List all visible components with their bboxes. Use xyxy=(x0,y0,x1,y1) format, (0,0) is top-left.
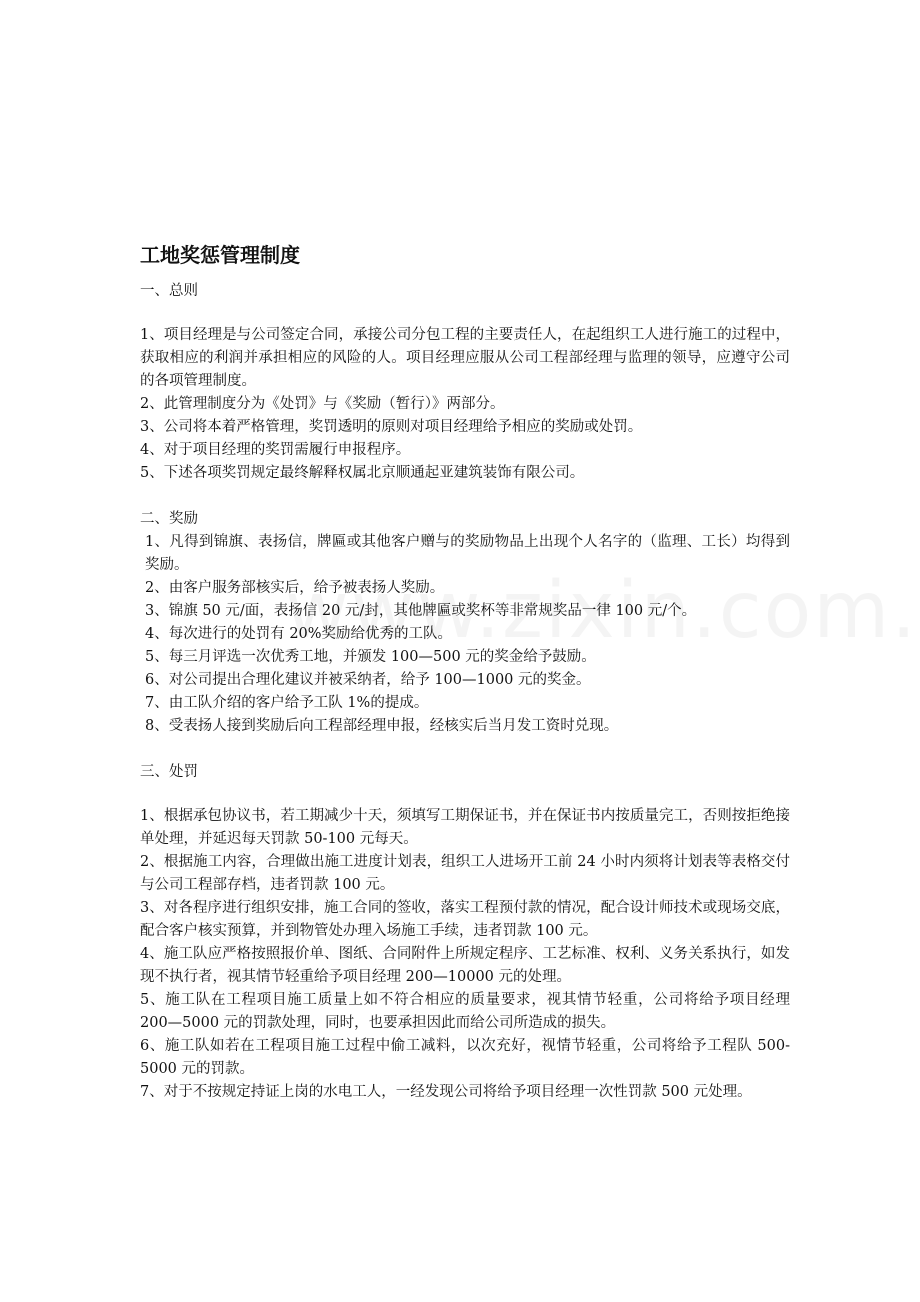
list-item: 2、根据施工内容，合理做出施工进度计划表，组织工人进场开工前 24 小时内须将计划表等表格交付与公司工程部存档，违者罚款 100 元。 xyxy=(140,854,790,893)
section-penalties xyxy=(140,761,790,1104)
list-item: 1、凡得到锦旗、表扬信，牌匾或其他客户赠与的奖励物品上出现个人名字的（监理、工长）均得到奖励。 xyxy=(145,534,790,573)
list-item: 6、对公司提出合理化建议并被采纳者，给予 100—1000 元的奖金。 xyxy=(145,672,591,688)
list-item: 3、公司将本着严格管理，奖罚透明的原则对项目经理给予相应的奖励或处罚。 xyxy=(140,419,643,435)
section-heading: 三、处罚 xyxy=(140,764,198,780)
section-rewards xyxy=(140,508,790,738)
section-general xyxy=(140,280,790,485)
list-item: 1、项目经理是与公司签定合同，承接公司分包工程的主要责任人，在起组织工人进行施工的过程中，获取相应的利润并承担相应的风险的人。项目经理应服从公司工程部经理与监理的领导，应遵守公司的各项管理制度。 xyxy=(140,327,790,389)
section-items xyxy=(140,805,790,1104)
list-item: 7、由工队介绍的客户给予工队 1%的提成。 xyxy=(145,695,429,711)
section-spacer xyxy=(140,738,790,761)
section-spacer xyxy=(140,485,790,508)
list-item: 4、施工队应严格按照报价单、图纸、合同附件上所规定程序、工艺标准、权利、义务关系执行，如发现不执行者，视其情节轻重给予项目经理 200—10000 元的处理。 xyxy=(140,946,790,985)
list-item: 5、施工队在工程项目施工质量上如不符合相应的质量要求，视其情节轻重，公司将给予项目经理 200—5000 元的罚款处理，同时，也要承担因此而给公司所造成的损失。 xyxy=(140,992,790,1031)
list-item: 2、由客户服务部核实后，给予被表扬人奖励。 xyxy=(145,580,445,596)
list-item: 5、下述各项奖罚规定最终解释权属北京顺通起亚建筑装饰有限公司。 xyxy=(140,465,585,481)
section-heading: 二、奖励 xyxy=(140,511,198,527)
list-item: 8、受表扬人接到奖励后向工程部经理申报，经核实后当月发工资时兑现。 xyxy=(145,718,619,734)
document-page xyxy=(140,240,790,1104)
list-item: 4、每次进行的处罚有 20%奖励给优秀的工队。 xyxy=(145,626,453,642)
section-items xyxy=(140,324,790,485)
document-title: 工地奖惩管理制度 xyxy=(140,243,300,267)
section-items xyxy=(140,531,790,738)
list-item: 2、此管理制度分为《处罚》与《奖励（暂行）》两部分。 xyxy=(140,396,505,412)
list-item: 3、对各程序进行组织安排，施工合同的签收，落实工程预付款的情况，配合设计师技术或现场交底，配合客户核实预算，并到物管处办理入场施工手续，违者罚款 100 元。 xyxy=(140,900,790,939)
list-item: 6、施工队如若在工程项目施工过程中偷工减料，以次充好，视情节轻重，公司将给予工程队 500-5000 元的罚款。 xyxy=(140,1038,790,1077)
list-item: 3、锦旗 50 元/面，表扬信 20 元/封，其他牌匾或奖杯等非常规奖品一律 100 元/个。 xyxy=(145,603,697,619)
section-heading: 一、总则 xyxy=(140,283,198,299)
list-item: 5、每三月评选一次优秀工地，并颁发 100—500 元的奖金给予鼓励。 xyxy=(145,649,596,665)
list-item: 7、对于不按规定持证上岗的水电工人，一经发现公司将给予项目经理一次性罚款 500 元处理。 xyxy=(140,1084,752,1100)
list-item: 4、对于项目经理的奖罚需履行申报程序。 xyxy=(140,442,411,458)
list-item: 1、根据承包协议书，若工期减少十天，须填写工期保证书，并在保证书内按质量完工，否则按拒绝接单处理，并延迟每天罚款 50-100 元每天。 xyxy=(140,808,790,847)
